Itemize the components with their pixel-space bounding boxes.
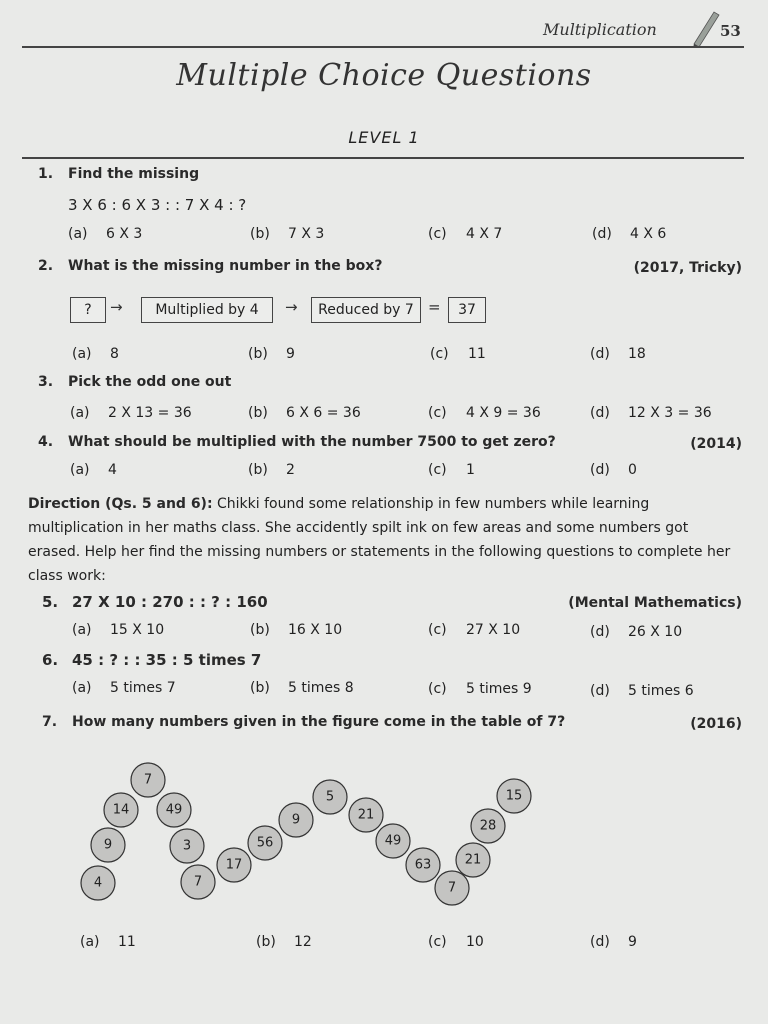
option-b[interactable]: (b) 6 X 6 = 36: [248, 405, 361, 421]
level-heading: LEVEL 1: [348, 128, 420, 147]
question-text: What is the missing number in the box?: [68, 258, 383, 274]
question-2-tag: (2017, Tricky): [633, 260, 742, 276]
figure-circle: [471, 809, 505, 843]
question-4: [38, 434, 556, 450]
figure-circle: [456, 843, 490, 877]
question-number: 5.: [42, 593, 59, 611]
option-d[interactable]: (d) 5 times 6: [590, 683, 694, 699]
direction-text: Chikki found some relationship in few numbers while learning multiplication in her maths class. She accidently spilt ink on few areas and some numbers got erased. Help her find the missing numbers or statements in the following questions to complete her class work:: [28, 496, 731, 584]
circle-number: 7: [143, 772, 153, 788]
equals-sign: =: [428, 298, 441, 316]
circle-number: 5: [325, 789, 335, 805]
question-number: 7.: [42, 714, 58, 730]
question-number: 3.: [38, 374, 54, 390]
direction-paragraph: [28, 492, 744, 588]
circle-number: 9: [291, 812, 301, 828]
option-a[interactable]: (a) 8: [72, 346, 119, 362]
arrow-icon: →: [110, 298, 123, 316]
option-b[interactable]: (b) 12: [256, 934, 312, 950]
question-5-tag: (Mental Mathematics): [568, 595, 742, 611]
option-c[interactable]: (c) 4 X 9 = 36: [428, 405, 541, 421]
option-a[interactable]: (a) 11: [80, 934, 136, 950]
question-text: Find the missing: [68, 166, 200, 182]
circle-number: 9: [103, 837, 113, 853]
flow-box-reduce: Reduced by 7: [311, 297, 421, 323]
question-4-tag: (2014): [690, 436, 742, 452]
option-c[interactable]: (c) 5 times 9: [428, 681, 532, 697]
option-a[interactable]: (a) 6 X 3: [68, 226, 143, 242]
page-title: Multiple Choice Questions: [176, 58, 592, 93]
level-rule: [22, 157, 744, 159]
circle-number: 56: [256, 835, 274, 851]
figure-circle: [81, 866, 115, 900]
figure-circle: [170, 829, 204, 863]
pencil-icon: [688, 8, 722, 48]
option-c[interactable]: (c) 4 X 7: [428, 226, 503, 242]
flow-box-unknown: ?: [70, 297, 106, 323]
option-b[interactable]: (b) 16 X 10: [250, 622, 343, 638]
option-a[interactable]: (a) 4: [70, 462, 117, 478]
circle-number: 21: [357, 807, 375, 823]
number-circle-figure: [0, 760, 768, 920]
option-d[interactable]: (d) 9: [590, 934, 637, 950]
option-c[interactable]: (c) 11: [430, 346, 486, 362]
circle-number: 63: [414, 857, 432, 873]
circle-number: 7: [447, 880, 457, 896]
figure-circle: [406, 848, 440, 882]
question-7-tag: (2016): [690, 716, 742, 732]
option-d[interactable]: (d) 0: [590, 462, 637, 478]
figure-circle: [349, 798, 383, 832]
question-number: 2.: [38, 258, 54, 274]
question-text: How many numbers given in the figure come in the table of 7?: [72, 714, 566, 730]
figure-circle: [376, 824, 410, 858]
question-number: 6.: [42, 651, 59, 669]
direction-label: Direction (Qs. 5 and 6):: [28, 496, 213, 512]
circle-number: 4: [93, 875, 103, 891]
figure-circle: [313, 780, 347, 814]
question-1: [38, 166, 199, 182]
figure-circle: [91, 828, 125, 862]
chapter-title: Multiplication: [543, 20, 657, 39]
option-a[interactable]: (a) 2 X 13 = 36: [70, 405, 192, 421]
figure-circle: [435, 871, 469, 905]
figure-circle: [181, 865, 215, 899]
question-2: [38, 258, 382, 274]
option-b[interactable]: (b) 5 times 8: [250, 680, 354, 696]
question-6: [42, 651, 261, 669]
arrow-icon: →: [285, 298, 298, 316]
question-3: [38, 374, 231, 390]
circle-number: 49: [165, 802, 183, 818]
question-number: 4.: [38, 434, 54, 450]
option-d[interactable]: (d) 26 X 10: [590, 624, 683, 640]
circle-number: 49: [384, 833, 402, 849]
figure-circle: [131, 763, 165, 797]
option-b[interactable]: (b) 7 X 3: [250, 226, 325, 242]
circle-number: 15: [505, 788, 523, 804]
question-number: 1.: [38, 166, 54, 182]
circle-number: 17: [225, 857, 243, 873]
flow-box-result: 37: [448, 297, 486, 323]
question-text: 27 X 10 : 270 : : ? : 160: [72, 593, 268, 611]
question-5: [42, 593, 268, 611]
question-7: [42, 714, 565, 730]
question-text: Pick the odd one out: [68, 374, 232, 390]
option-c[interactable]: (c) 27 X 10: [428, 622, 521, 638]
option-a[interactable]: (a) 5 times 7: [72, 680, 176, 696]
figure-circle: [157, 793, 191, 827]
page-number: 53: [720, 22, 741, 40]
question-text: 45 : ? : : 35 : 5 times 7: [72, 651, 262, 669]
figure-circle: [497, 779, 531, 813]
figure-circle: [104, 793, 138, 827]
option-c[interactable]: (c) 1: [428, 462, 475, 478]
circle-number: 7: [193, 874, 203, 890]
option-a[interactable]: (a) 15 X 10: [72, 622, 165, 638]
circle-number: 3: [182, 838, 192, 854]
question-1-expression: 3 X 6 : 6 X 3 : : 7 X 4 : ?: [68, 196, 247, 214]
figure-circle: [248, 826, 282, 860]
figure-circle: [279, 803, 313, 837]
option-d[interactable]: (d) 4 X 6: [592, 226, 667, 242]
option-c[interactable]: (c) 10: [428, 934, 484, 950]
circle-number: 28: [479, 818, 497, 834]
figure-circle: [217, 848, 251, 882]
circle-number: 21: [464, 852, 482, 868]
option-d[interactable]: (d) 12 X 3 = 36: [590, 405, 712, 421]
flow-box-multiply: Multiplied by 4: [141, 297, 273, 323]
option-b[interactable]: (b) 2: [248, 462, 295, 478]
option-d[interactable]: (d) 18: [590, 346, 646, 362]
circle-number: 14: [112, 802, 130, 818]
header-rule: [22, 46, 744, 48]
question-text: What should be multiplied with the number 7500 to get zero?: [68, 434, 556, 450]
option-b[interactable]: (b) 9: [248, 346, 295, 362]
